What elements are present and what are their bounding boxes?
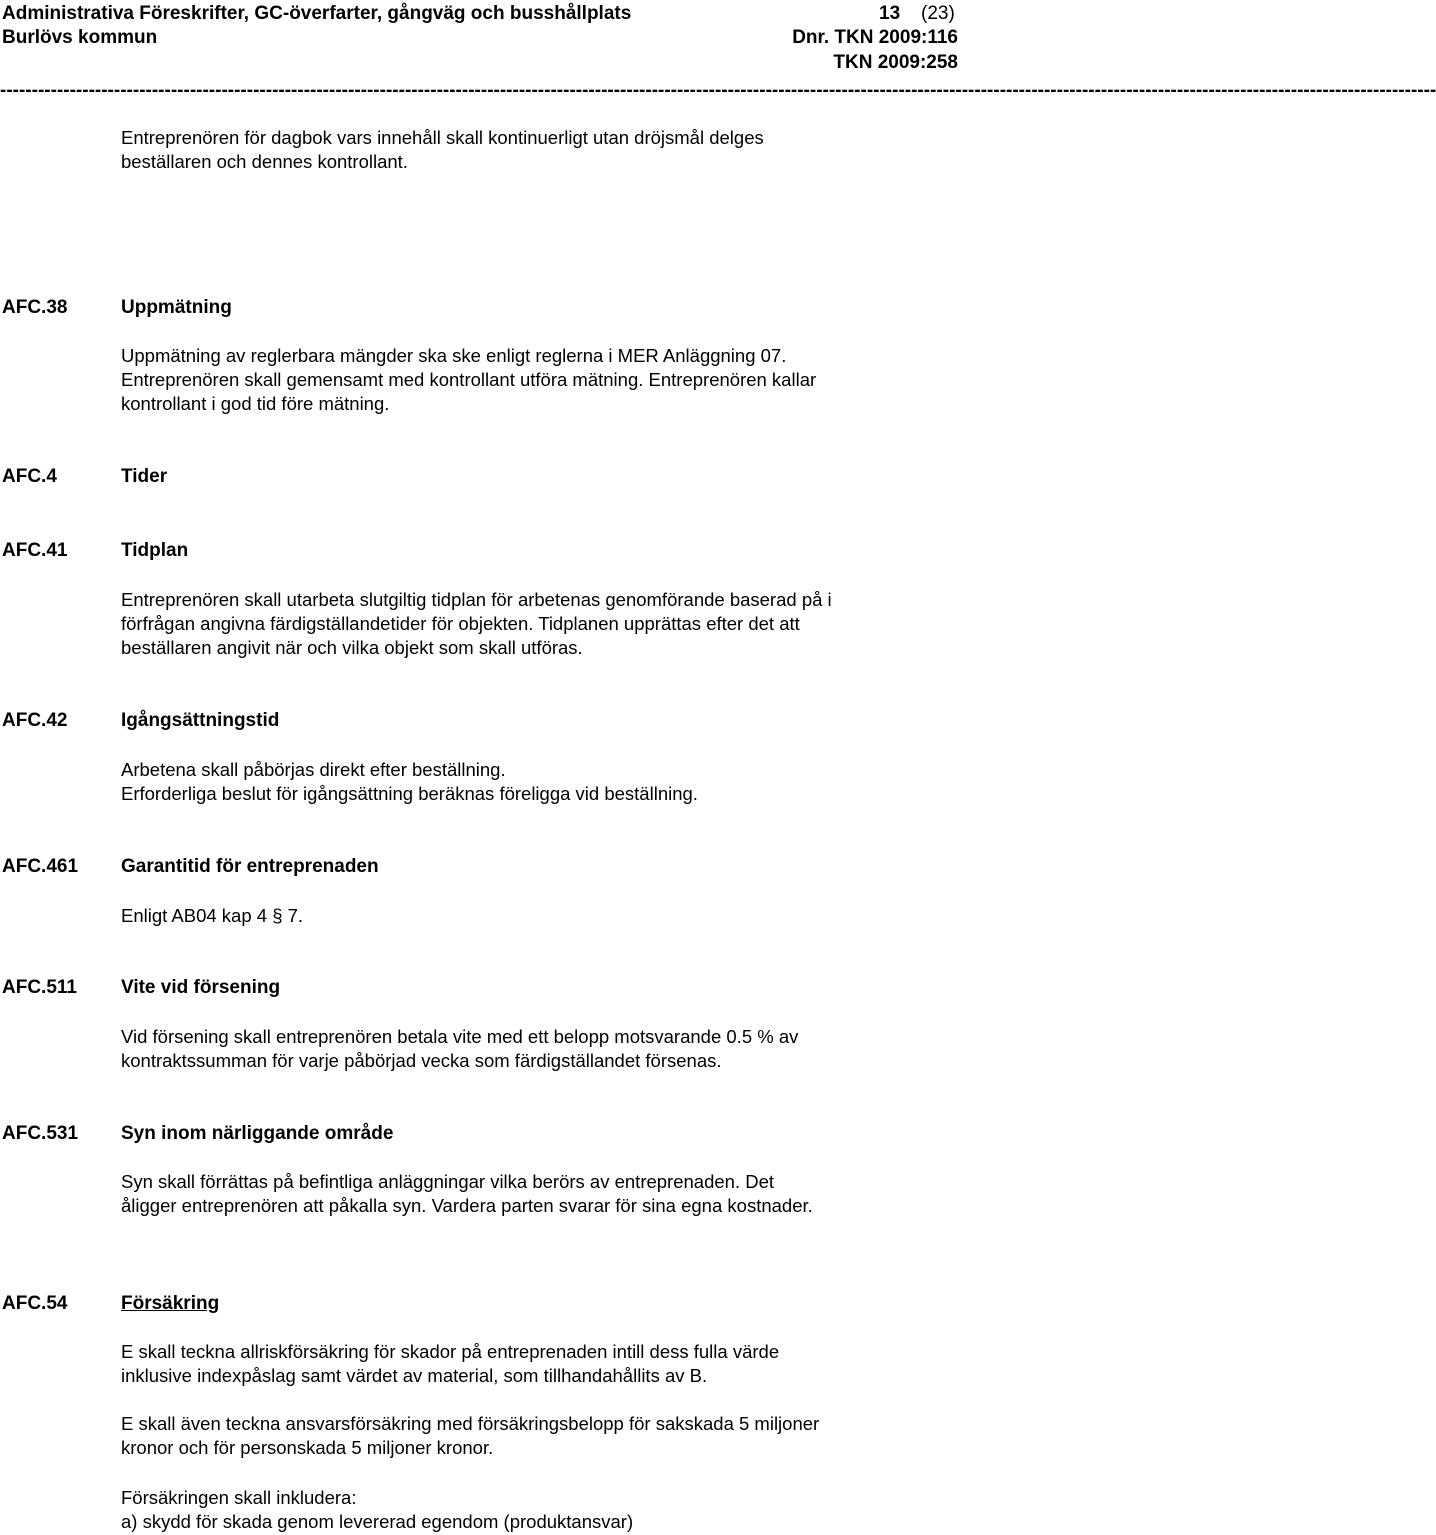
text-line: Vid försening skall entreprenören betala vite med ett belopp motsvarande 0.5 % av xyxy=(121,1026,799,1047)
text-line: E skall teckna allriskförsäkring för skador på entreprenaden intill dess fulla värde xyxy=(121,1341,780,1362)
diary-number-1: Dnr. TKN 2009:116 xyxy=(792,27,958,48)
text-line: åligger entreprenören att påkalla syn. Vardera parten svarar för sina egna kostnader. xyxy=(121,1195,813,1216)
diary-number-2: TKN 2009:258 xyxy=(833,52,958,73)
section-title: Tidplan xyxy=(121,540,189,561)
text-line: kronor och för personskada 5 miljoner kronor. xyxy=(121,1437,494,1458)
section-title: Försäkring xyxy=(121,1293,220,1314)
section-paragraph xyxy=(121,1340,951,1388)
text-line: E skall även teckna ansvarsförsäkring med försäkringsbelopp för sakskada 5 miljoner xyxy=(121,1413,820,1434)
section-paragraph xyxy=(121,1170,951,1218)
section-code: AFC.41 xyxy=(2,540,68,561)
text-line: a) skydd för skada genom levererad egendom (produktansvar) xyxy=(121,1511,634,1532)
page-number: 13 xyxy=(879,3,901,24)
section-title: Garantitid för entreprenaden xyxy=(121,856,379,877)
section-code: AFC.42 xyxy=(2,710,68,731)
section-paragraph xyxy=(121,904,951,928)
section-paragraph xyxy=(121,1486,951,1534)
text-line: kontrollant i god tid före mätning. xyxy=(121,393,390,414)
text-line: Syn skall förrättas på befintliga anläggningar vilka berörs av entreprenaden. Det xyxy=(121,1171,775,1192)
section-title: Syn inom närliggande område xyxy=(121,1123,394,1144)
text-line: Försäkringen skall inkludera: xyxy=(121,1487,357,1508)
text-line: Entreprenören för dagbok vars innehåll skall kontinuerligt utan dröjsmål delges xyxy=(121,127,764,148)
intro-paragraph xyxy=(121,126,951,174)
section-paragraph xyxy=(121,588,951,660)
text-line: Entreprenören skall utarbeta slutgiltig tidplan för arbetenas genomförande baserad på i xyxy=(121,589,832,610)
page-total: (23) xyxy=(921,3,955,24)
document-title: Administrativa Föreskrifter, GC-överfarter, gångväg och busshållplats xyxy=(2,3,632,24)
header-rule: ----------------------------------------------------------------------------------------------------------------------------------------------------------------------------------------------------------------------------------- xyxy=(0,80,1436,101)
text-line: Erforderliga beslut för igångsättning beräknas föreligga vid beställning. xyxy=(121,783,698,804)
municipality: Burlövs kommun xyxy=(2,27,158,48)
section-paragraph xyxy=(121,758,951,806)
section-code: AFC.54 xyxy=(2,1293,68,1314)
text-line: Entreprenören skall gemensamt med kontrollant utföra mätning. Entreprenören kallar xyxy=(121,369,817,390)
section-title: Tider xyxy=(121,466,168,487)
section-code: AFC.511 xyxy=(2,977,77,998)
section-paragraph xyxy=(121,1412,951,1460)
section-paragraph xyxy=(121,1025,951,1073)
section-title: Uppmätning xyxy=(121,297,232,318)
text-line: Enligt AB04 kap 4 § 7. xyxy=(121,905,304,926)
text-line: inklusive indexpåslag samt värdet av material, som tillhandahållits av B. xyxy=(121,1365,708,1386)
text-line: Uppmätning av reglerbara mängder ska ske enligt reglerna i MER Anläggning 07. xyxy=(121,345,787,366)
section-code: AFC.4 xyxy=(2,466,57,487)
section-title: Vite vid försening xyxy=(121,977,281,998)
section-code: AFC.38 xyxy=(2,297,68,318)
section-title: Igångsättningstid xyxy=(121,710,280,731)
text-line: beställaren angivit när och vilka objekt som skall utföras. xyxy=(121,637,583,658)
text-line: beställaren och dennes kontrollant. xyxy=(121,151,408,172)
section-code: AFC.531 xyxy=(2,1123,79,1144)
section-code: AFC.461 xyxy=(2,856,79,877)
section-paragraph xyxy=(121,344,951,416)
text-line: förfrågan angivna färdigställandetider för objekten. Tidplanen upprättas efter det att xyxy=(121,613,800,634)
text-line: Arbetena skall påbörjas direkt efter beställning. xyxy=(121,759,506,780)
text-line: kontraktssumman för varje påbörjad vecka som färdigställandet försenas. xyxy=(121,1050,722,1071)
